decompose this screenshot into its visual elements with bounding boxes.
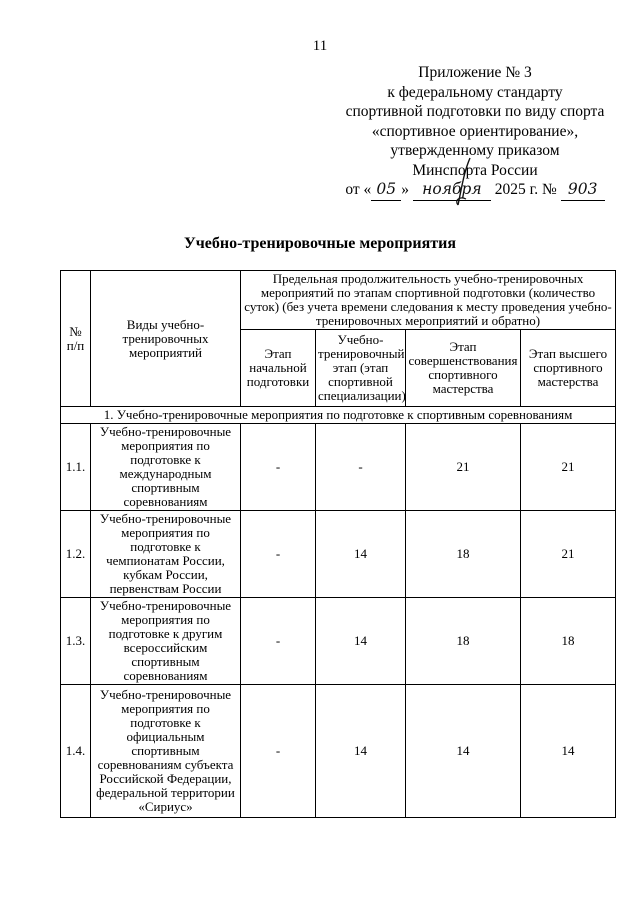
header-stage-training: Учебно-тренировочный этап (этап спортивной специализации): [316, 330, 406, 407]
header-stage-initial: Этап начальной подготовки: [241, 330, 316, 407]
row-event-name: Учебно-тренировочные мероприятия по подготовке к другим всероссийским спортивным соревнованиям: [91, 598, 241, 685]
row-value-training: -: [316, 424, 406, 511]
section-heading: 1. Учебно-тренировочные мероприятия по подготовке к спортивным соревнованиям: [61, 407, 616, 424]
appendix-sport-name: «спортивное ориентирование»,: [371, 122, 579, 140]
date-month-handwritten: ноября: [413, 180, 491, 201]
date-mid: »: [401, 181, 410, 198]
header-event-kind: Виды учебно-тренировочных мероприятий: [91, 271, 241, 407]
row-event-name: Учебно-тренировочные мероприятия по подготовке к официальным спортивным соревнованиям субъекта Российской Федерации, федеральной территории «Сириус»: [91, 685, 241, 818]
row-value-highest: 18: [521, 598, 616, 685]
row-value-highest: 14: [521, 685, 616, 818]
row-number: 1.1.: [61, 424, 91, 511]
row-event-name: Учебно-тренировочные мероприятия по подготовке к чемпионатам России, кубкам России, первенствам России: [91, 511, 241, 598]
header-stage-improvement: Этап совершенствования спортивного мастерства: [406, 330, 521, 407]
row-value-initial: -: [241, 511, 316, 598]
date-year: 2025 г. №: [494, 181, 557, 198]
header-number: № п/п: [61, 271, 91, 407]
row-value-highest: 21: [521, 511, 616, 598]
row-value-training: 14: [316, 511, 406, 598]
table-row: [61, 685, 616, 818]
appendix-number: Приложение № 3: [418, 64, 532, 81]
header-duration: Предельная продолжительность учебно-тренировочных мероприятий по этапам спортивной подготовки (количество суток) (без учета времени следования к месту проведения учебно-тренировочных мероприятий и обратно): [241, 271, 616, 330]
row-number: 1.4.: [61, 685, 91, 818]
row-number: 1.3.: [61, 598, 91, 685]
date-prefix: от «: [345, 181, 372, 198]
training-events-table: [60, 270, 616, 818]
appendix-sport-line: спортивной подготовки по виду спорта: [345, 103, 605, 120]
table-row: [61, 424, 616, 511]
row-value-training: 14: [316, 685, 406, 818]
row-value-improvement: 18: [406, 598, 521, 685]
appendix-approved-line: утвержденному приказом: [390, 142, 560, 159]
row-value-initial: -: [241, 685, 316, 818]
row-number: 1.2.: [61, 511, 91, 598]
row-value-highest: 21: [521, 424, 616, 511]
table-row: [61, 511, 616, 598]
page-number: 11: [312, 38, 328, 54]
row-value-initial: -: [241, 598, 316, 685]
date-day-handwritten: 05: [371, 180, 401, 201]
document-title: Учебно-тренировочные мероприятия: [184, 235, 456, 252]
row-value-improvement: 21: [406, 424, 521, 511]
row-value-improvement: 14: [406, 685, 521, 818]
appendix-standard-line: к федеральному стандарту: [387, 83, 563, 101]
row-value-initial: -: [241, 424, 316, 511]
signature-stroke: [440, 150, 520, 210]
row-value-improvement: 18: [406, 511, 521, 598]
row-value-training: 14: [316, 598, 406, 685]
row-event-name: Учебно-тренировочные мероприятия по подготовке к международным спортивным соревнованиям: [91, 424, 241, 511]
order-number-handwritten: 903: [561, 180, 605, 201]
table-row: [61, 598, 616, 685]
appendix-ministry-line: Минспорта России: [412, 161, 538, 179]
header-stage-highest: Этап высшего спортивного мастерства: [521, 330, 616, 407]
